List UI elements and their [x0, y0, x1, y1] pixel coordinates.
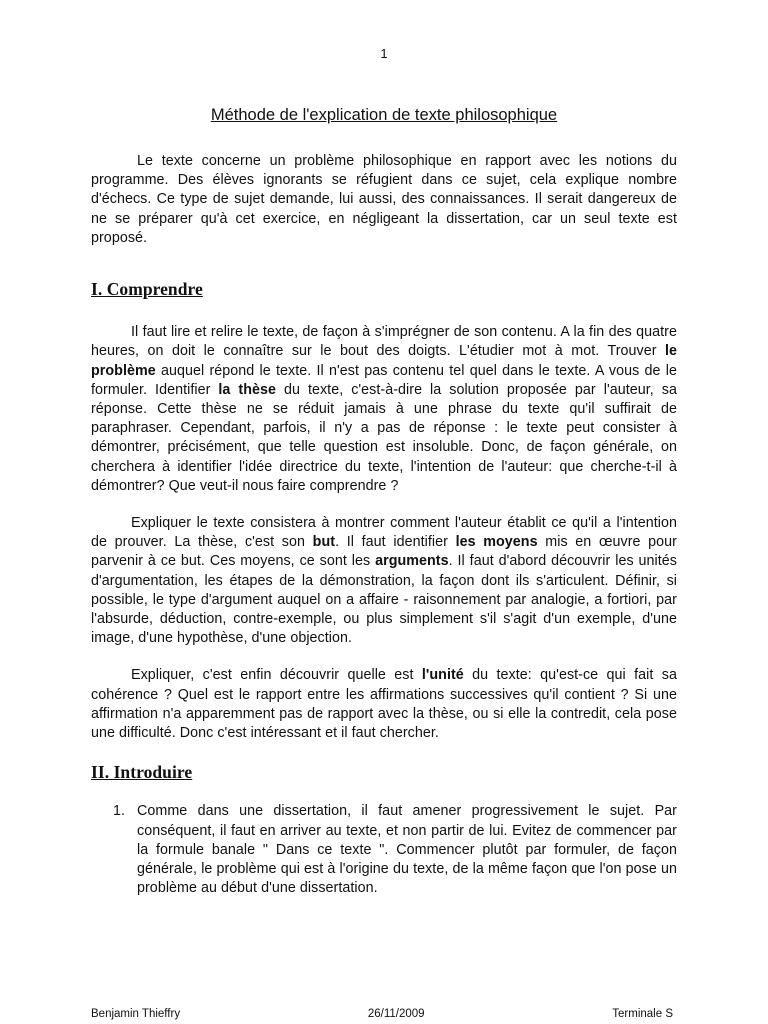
text-span: Expliquer le texte consistera à montrer comment l'auteur établit ce qu'il a l'intention de prouver. La thèse, c'est son [91, 515, 677, 551]
text-span: auquel répond le texte. Il n'est pas contenu tel quel dans le texte. A vous de le formuler. Identifier [91, 362, 677, 398]
page-number: 1 [380, 46, 388, 61]
bold-term: la thèse [218, 381, 276, 398]
document-body [91, 152, 677, 899]
paragraph-comprendre-3 [91, 666, 677, 743]
intro-paragraph: Le texte concerne un problème philosophique en rapport avec les notions du programme. Des élèves ignorants se réfugient dans ce sujet, cela explique nombre d'échecs. Ce type de sujet demande, lui aussi, des connaissances. Il serait dangereux de ne se préparer qu'à cet exercice, en négligeant la dissertation, car un seul texte est proposé. [91, 153, 677, 246]
paragraph-comprendre-2 [91, 514, 677, 648]
text-span: du texte, c'est-à-dire la solution proposée par l'auteur, sa réponse. Cette thèse ne se réduit jamais à une phrase du texte qu'il suffirait de paraphraser. Cependant, parfois, il n'y a pas de réponse : le texte peut consister à démontrer, précisément, que telle question est insoluble. Donc, de façon générale, on cherchera à identifier l'idée directrice du texte, l'intention de l'auteur: que cherche-t-il à démontrer? Que veut-il nous faire comprendre ? [91, 381, 677, 494]
footer-class: Terminale S [612, 1008, 673, 1020]
numbered-list [91, 802, 677, 898]
bold-term: l'unité [421, 667, 464, 684]
text-span: du texte: qu'est-ce qui fait sa cohérence ? Quel est le rapport entre les affirmations successives qu'il contient ? Si une affirmation n'a apparemment pas de rapport avec la thèse, ou si elle la contredit, cela pose une difficulté. Donc c'est intéressant et il faut chercher. [91, 667, 677, 742]
page-footer [91, 1008, 673, 1020]
text-span: mis en œuvre pour parvenir à ce but. Ces moyens, ce sont les [91, 534, 677, 570]
text-span: Il faut lire et relire le texte, de façon à s'imprégner de son contenu. A la fin des quatre heures, on doit le connaître sur le bout des doigts. L'étudier mot à mot. Trouver [91, 324, 677, 360]
text-span: Expliquer, c'est enfin découvrir quelle est [131, 667, 422, 684]
text-span: . Il faut identifier [335, 534, 456, 551]
section-heading-introduire: II. Introduire [91, 762, 193, 783]
bold-term: but [312, 534, 336, 551]
section-heading-comprendre: I. Comprendre [91, 279, 203, 300]
list-item-number: 1. [113, 803, 126, 820]
document-title: Méthode de l'explication de texte philosophique [210, 106, 558, 124]
list-item-text: Comme dans une dissertation, il faut amener progressivement le sujet. Par conséquent, il faut en arriver au texte, et non partir de lui. Evitez de commencer par la formule banale " Dans ce texte ". Commencer plutôt par formuler, de façon générale, le problème qui est à l'origine du texte, de la même façon que l'on pose un problème au début d'une dissertation. [137, 803, 677, 897]
footer-date: 26/11/2009 [367, 1008, 425, 1020]
bold-term: les moyens [455, 534, 538, 551]
footer-author: Benjamin Thieffry [91, 1008, 181, 1020]
text-span: . Il faut d'abord découvrir les unités d'argumentation, les étapes de la démonstration, la façon dont ils s'articulent. Définir, si possible, le type d'argument auquel on a affaire - raisonnement par analogie, a fortiori, par l'absurde, déduction, contre-exemple, ou plus simplement s'il s'agit d'un exemple, d'une image, d'une hypothèse, d'une objection. [91, 553, 677, 647]
bold-term: le problème [91, 343, 677, 379]
paragraph-comprendre-1 [91, 323, 677, 496]
bold-term: arguments [375, 553, 449, 570]
list-item [91, 802, 677, 898]
